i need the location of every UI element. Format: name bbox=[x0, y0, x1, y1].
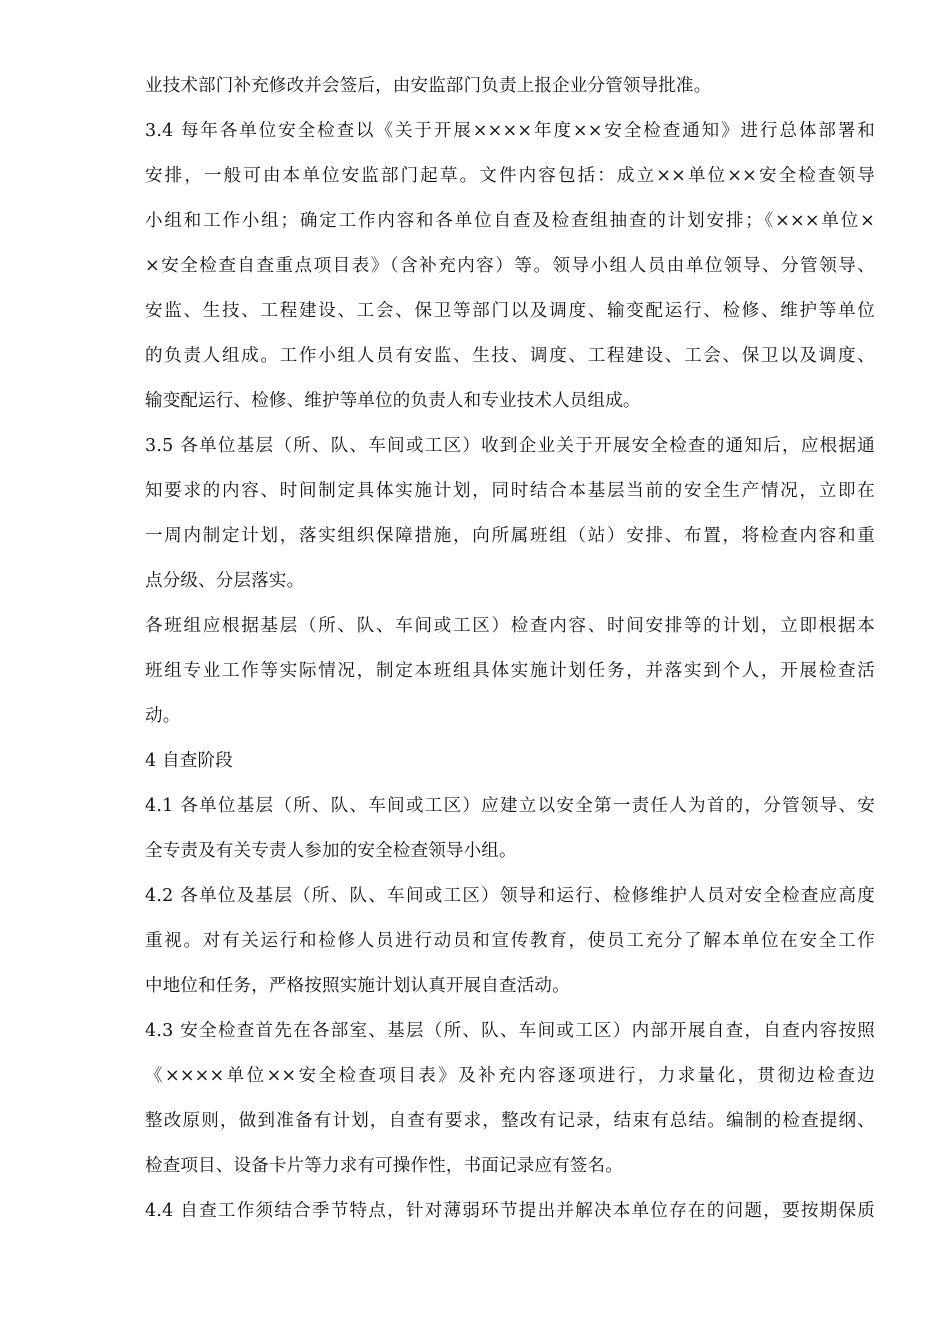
text-line: 全专责及有关专责人参加的安全检查领导小组。 bbox=[145, 841, 517, 861]
text-line: 的负责人组成。工作小组人员有安监、生技、调度、工程建设、工会、保卫以及调度、 bbox=[145, 346, 875, 366]
text-line: 班组专业工作等实际情况，制定本班组具体实施计划任务，并落实到个人，开展检查活 bbox=[145, 661, 875, 681]
text-line: 动。 bbox=[145, 706, 181, 726]
text-line: 一周内制定计划，落实组织保障措施，向所属班组（站）安排、布置，将检查内容和重 bbox=[145, 526, 875, 546]
text-line: 业技术部门补充修改并会签后，由安监部门负责上报企业分管领导批准。 bbox=[145, 76, 712, 96]
text-line: 3.4 每年各单位安全检查以《关于开展××××年度××安全检查通知》进行总体部署和 bbox=[145, 121, 875, 141]
text-line: 知要求的内容、时间制定具体实施计划，同时结合本基层当前的安全生产情况，立即在 bbox=[145, 481, 875, 501]
text-line: 小组和工作小组；确定工作内容和各单位自查及检查组抽查的计划安排；《×××单位× bbox=[145, 211, 875, 231]
text-line: ×安全检查自查重点项目表》（含补充内容）等。领导小组人员由单位领导、分管领导、 bbox=[145, 256, 875, 276]
text-line: 安监、生技、工程建设、工会、保卫等部门以及调度、输变配运行、检修、维护等单位 bbox=[145, 301, 875, 321]
text-line: 整改原则，做到准备有计划，自查有要求，整改有记录，结束有总结。编制的检查提纲、 bbox=[145, 1111, 875, 1131]
text-line: 4.1 各单位基层（所、队、车间或工区）应建立以安全第一责任人为首的，分管领导、安 bbox=[145, 796, 875, 816]
section-heading: 4 自查阶段 bbox=[145, 751, 233, 771]
text-line: 3.5 各单位基层（所、队、车间或工区）收到企业关于开展安全检查的通知后，应根据通 bbox=[145, 436, 875, 456]
text-line: 检查项目、设备卡片等力求有可操作性，书面记录应有签名。 bbox=[145, 1156, 623, 1176]
text-line: 输变配运行、检修、维护等单位的负责人和专业技术人员组成。 bbox=[145, 391, 641, 411]
text-line: 各班组应根据基层（所、队、车间或工区）检查内容、时间安排等的计划，立即根据本 bbox=[145, 616, 875, 636]
text-line: 《××××单位××安全检查项目表》及补充内容逐项进行，力求量化，贯彻边检查边 bbox=[145, 1066, 875, 1086]
text-line: 安排，一般可由本单位安监部门起草。文件内容包括：成立××单位××安全检查领导 bbox=[145, 166, 875, 186]
text-line: 中地位和任务，严格按照实施计划认真开展自查活动。 bbox=[145, 976, 570, 996]
text-line: 4.2 各单位及基层（所、队、车间或工区）领导和运行、检修维护人员对安全检查应高度 bbox=[145, 886, 875, 906]
text-line: 重视。对有关运行和检修人员进行动员和宣传教育，使员工充分了解本单位在安全工作 bbox=[145, 931, 875, 951]
text-line: 4.3 安全检查首先在各部室、基层（所、队、车间或工区）内部开展自查，自查内容按照 bbox=[145, 1021, 875, 1041]
text-line: 点分级、分层落实。 bbox=[145, 571, 305, 591]
text-line: 4.4 自查工作须结合季节特点，针对薄弱环节提出并解决本单位存在的问题，要按期保质 bbox=[145, 1201, 875, 1221]
